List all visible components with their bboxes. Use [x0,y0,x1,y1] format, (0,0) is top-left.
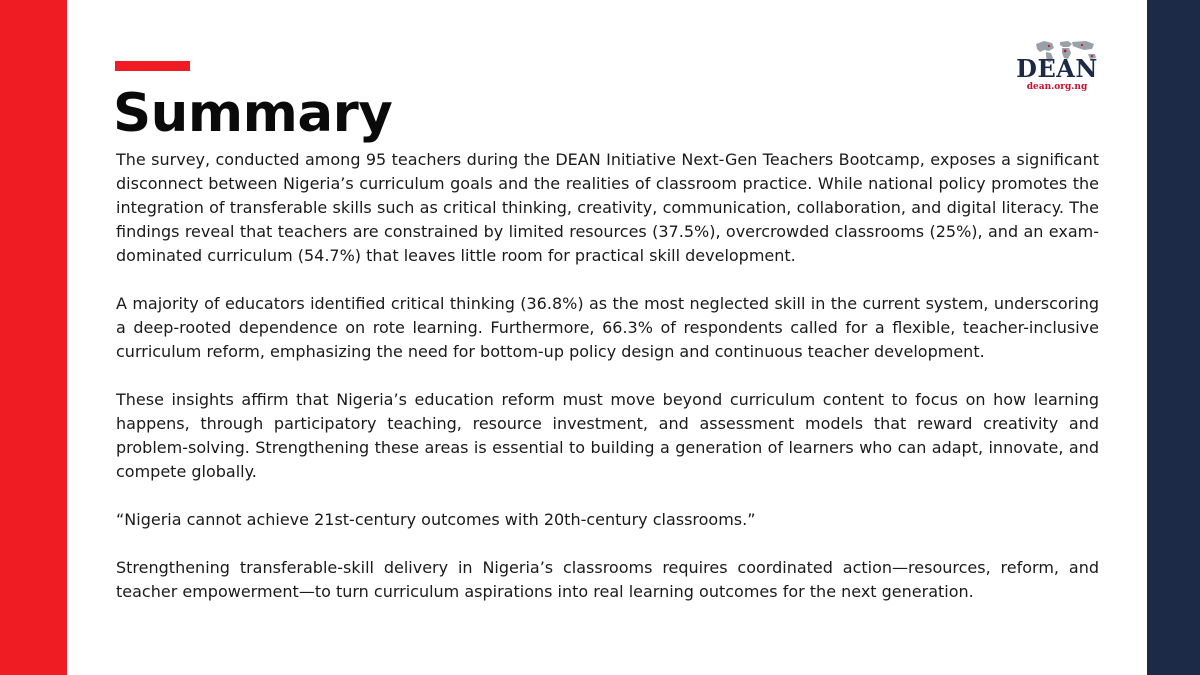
summary-paragraph: These insights affirm that Nigeria’s education reform must move beyond curriculum content to focus on how learning happens, through participatory teaching, resource investment, and assessment models that reward creativity and problem-solving. Strengthening these areas is essential to building a generation of learners who can adapt, innovate, and compete globally. [116,390,1099,481]
page-title: Summary [113,83,393,144]
left-red-band [0,0,67,675]
title-accent-bar [115,61,190,71]
summary-body [116,148,1099,628]
summary-quote: “Nigeria cannot achieve 21st-century outcomes with 20th-century classrooms.” [116,510,756,529]
summary-paragraph: Strengthening transferable-skill delivery in Nigeria’s classrooms requires coordinated action—resources, reform, and teacher empowerment—to turn curriculum aspirations into real learning outcomes for the next generation. [116,558,1099,601]
logo-wordmark: DEAN [1016,54,1098,83]
summary-paragraph: A majority of educators identified critical thinking (36.8%) as the most neglected skill in the current system, underscoring a deep-rooted dependence on rote learning. Furthermore, 66.3% of respondents called for a flexible, teacher-inclusive curriculum reform, emphasizing the need for bottom-up policy design and continuous teacher development. [116,294,1099,361]
right-navy-band [1147,0,1200,675]
summary-paragraph: The survey, conducted among 95 teachers during the DEAN Initiative Next-Gen Teachers Bootcamp, exposes a significant disconnect between Nigeria’s curriculum goals and the realities of classroom practice. While national policy promotes the integration of transferable skills such as critical thinking, creativity, communication, collaboration, and digital literacy. The findings reveal that teachers are constrained by limited resources (37.5%), overcrowded classrooms (25%), and an exam-dominated curriculum (54.7%) that leaves little room for practical skill development. [116,150,1099,265]
logo-url: dean.org.ng [1026,82,1088,92]
dean-logo [1012,38,1102,98]
